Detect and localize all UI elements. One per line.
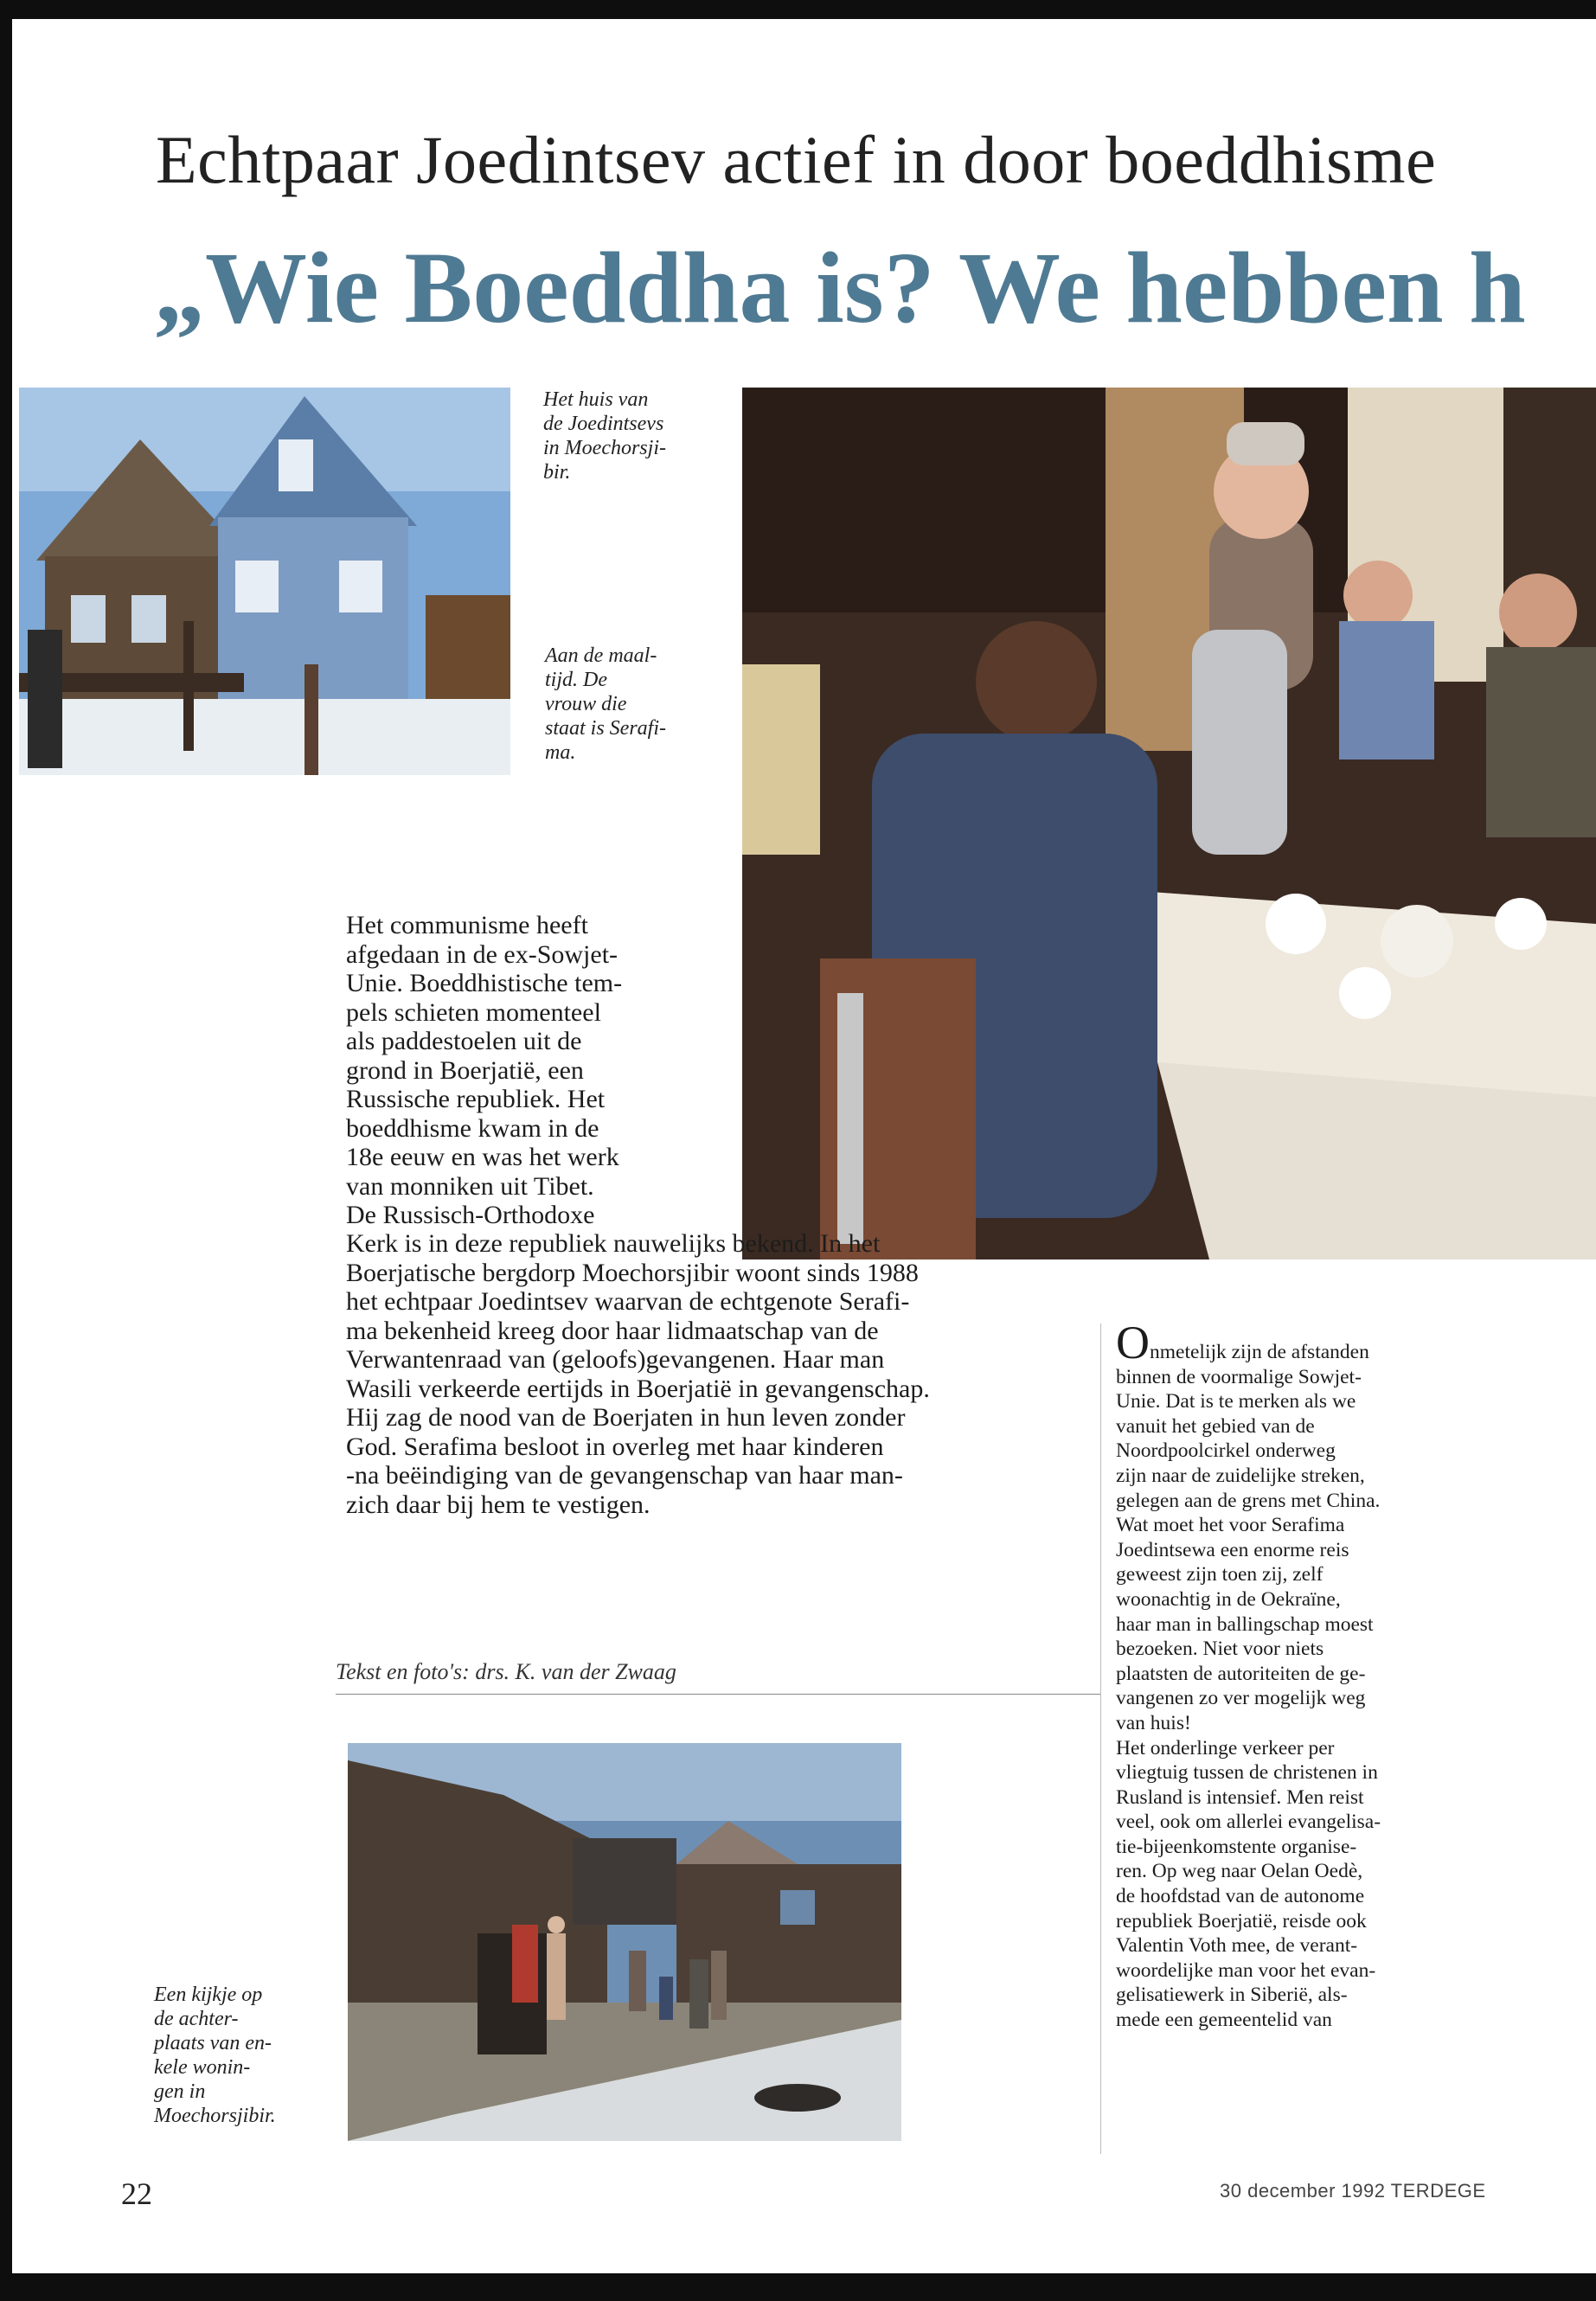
lead-line: het echtpaar Joedintsev waarvan de echtgenote Serafi- [346, 1287, 910, 1316]
body-line: Noordpoolcirkel onderweg [1116, 1439, 1336, 1463]
caption-line: gen in [154, 2080, 206, 2103]
caption-line: Moechorsjibir. [154, 2105, 276, 2127]
body-line: mede een gemeentelid van [1116, 2009, 1332, 2032]
body-line: vangenen zo ver mogelijk weg [1116, 1687, 1366, 1710]
first-line [1116, 1317, 1497, 1368]
body-line: bezoeken. Niet voor niets [1116, 1638, 1324, 1661]
body-line: haar man in ballingschap moest [1116, 1612, 1374, 1636]
body-line: Wat moet het voor Serafima [1116, 1514, 1345, 1537]
body-line: gelegen aan de grens met China. [1116, 1489, 1381, 1512]
headline: „Wie Boeddha is? We hebben h [154, 231, 1526, 344]
meal-photo [742, 388, 1596, 1259]
body-line: gelisatiewerk in Siberië, als- [1116, 1984, 1348, 2007]
house-photo [19, 388, 510, 775]
left-border [0, 0, 12, 2301]
body-line: ren. Op weg naar Oelan Oedè, [1116, 1860, 1363, 1883]
lead-line: Boerjatische bergdorp Moechorsjibir woont sinds 1988 [346, 1258, 919, 1287]
lead-line: boeddhisme kwam in de [346, 1113, 599, 1143]
body-column [1116, 1317, 1497, 2033]
body-line: zijn naar de zuidelijke streken, [1116, 1464, 1365, 1487]
body-line: vliegtuig tussen de christenen in [1116, 1761, 1378, 1785]
body-line: binnen de voormalige Sowjet- [1116, 1365, 1362, 1388]
body-line: tie-bijeenkomstente organise- [1116, 1835, 1357, 1858]
lead-wide [346, 1229, 930, 1519]
drop-cap: O [1116, 1317, 1150, 1368]
lead-line: Kerk is in deze republiek nauwelijks bekend. In het [346, 1229, 881, 1258]
caption-line: Het huis van [543, 388, 649, 411]
caption-line: in Moechorsji- [543, 437, 666, 459]
caption-line: de achter- [154, 2008, 239, 2030]
house-caption [543, 388, 666, 484]
body-line: van huis! [1116, 1711, 1191, 1734]
lead-line: afgedaan in de ex-Sowjet- [346, 939, 619, 969]
lead-line: Hij zag de nood van de Boerjaten in hun leven zonder [346, 1403, 906, 1432]
body-line: Unie. Dat is te merken als we [1116, 1390, 1356, 1413]
body-line: woonachtig in de Oekraïne, [1116, 1587, 1341, 1611]
caption-line: Een kijkje op [154, 1984, 263, 2006]
body-line: veel, ook om allerlei evangelisa- [1116, 1811, 1381, 1834]
caption-line: plaats van en- [154, 2032, 272, 2054]
page-number: 22 [121, 2176, 152, 2211]
footer-date: 30 december 1992 TERDEGE [1220, 2180, 1486, 2202]
caption-line: vrouw die [545, 693, 627, 715]
backyard-caption [154, 1983, 276, 2128]
lead-line: -na beëindiging van de gevangenschap van haar man- [346, 1461, 903, 1490]
body-line: Het onderlinge verkeer per [1116, 1736, 1335, 1759]
caption-line: kele wonin- [154, 2056, 251, 2079]
lead-line: grond in Boerjatië, een [346, 1055, 584, 1085]
body-line: de hoofdstad van de autonome [1116, 1885, 1365, 1908]
caption-line: ma. [545, 741, 576, 764]
bottom-border [0, 2273, 1596, 2301]
lead-line: Unie. Boeddhistische tem- [346, 969, 623, 997]
caption-line: bir. [543, 461, 571, 484]
body-line: republiek Boerjatië, reisde ook [1116, 1909, 1367, 1932]
body-line: Rusland is intensief. Men reist [1116, 1785, 1364, 1809]
lead-narrow [346, 911, 622, 1230]
body-line: Valentin Voth mee, de verant- [1116, 1934, 1358, 1958]
column-divider [1100, 1324, 1101, 2154]
lead-line: De Russisch-Orthodoxe [346, 1201, 595, 1229]
meal-caption [545, 644, 666, 765]
caption-line: de Joedintsevs [543, 413, 664, 435]
credit-line: Tekst en foto's: drs. K. van der Zwaag [336, 1659, 676, 1684]
caption-line: tijd. De [545, 669, 607, 691]
lead-line: Verwantenraad van (geloofs)gevangenen. Haar man [346, 1345, 885, 1374]
first-line-text: nmetelijk zijn de afstanden [1150, 1341, 1369, 1363]
lead-line: ma bekenheid kreeg door haar lidmaatschap van de [346, 1316, 879, 1345]
caption-line: Aan de maal- [545, 644, 657, 667]
kicker-title: Echtpaar Joedintsev actief in door boeddhisme [156, 122, 1437, 197]
backyard-photo [348, 1743, 901, 2141]
lead-line: Het communisme heeft [346, 911, 588, 939]
body-line: Joedintsewa een enorme reis [1116, 1538, 1349, 1561]
body-line: plaatsten de autoriteiten de ge- [1116, 1662, 1366, 1685]
divider [336, 1694, 1100, 1695]
lead-line: zich daar bij hem te vestigen. [346, 1490, 651, 1519]
lead-line: van monniken uit Tibet. [346, 1171, 594, 1201]
lead-line: God. Serafima besloot in overleg met haar kinderen [346, 1432, 884, 1461]
caption-line: staat is Serafi- [545, 717, 667, 740]
lead-line: Russische republiek. Het [346, 1085, 606, 1113]
lead-line: als paddestoelen uit de [346, 1027, 582, 1055]
lead-line: pels schieten momenteel [346, 997, 601, 1027]
body-line: woordelijke man voor het evan- [1116, 1958, 1376, 1982]
body-line: geweest zijn toen zij, zelf [1116, 1563, 1324, 1586]
body-line: vanuit het gebied van de [1116, 1414, 1315, 1438]
top-border [0, 0, 1596, 19]
lead-line: Wasili verkeerde eertijds in Boerjatië in gevangenschap. [346, 1374, 930, 1403]
lead-line: 18e eeuw en was het werk [346, 1143, 619, 1171]
